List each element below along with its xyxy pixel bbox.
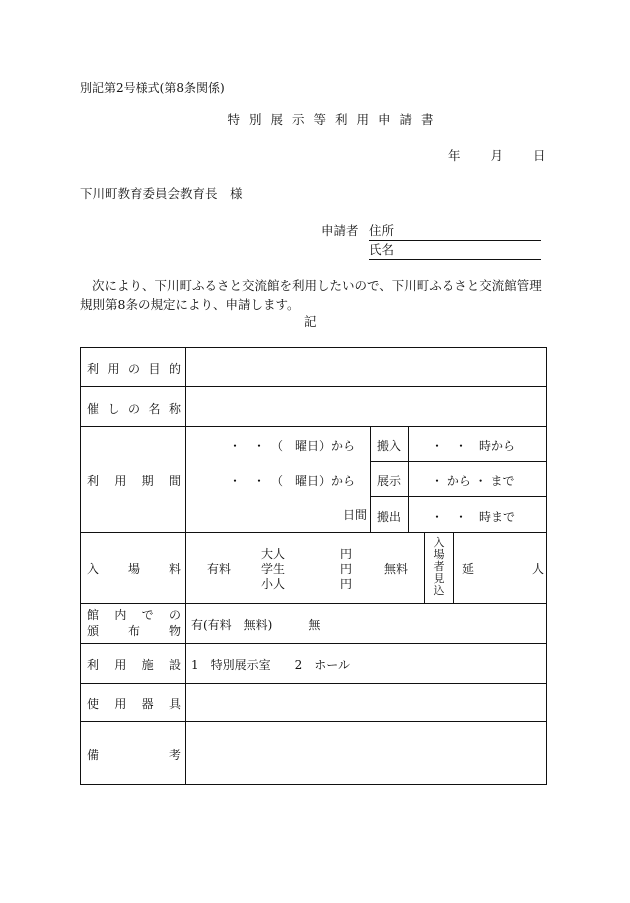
distribution-label-2: 頒 布 物 <box>87 624 181 638</box>
event-name-label: 催 し の 名 称 <box>87 402 181 416</box>
remarks-label: 備 考 <box>87 748 181 762</box>
applicant-label: 申請者 <box>321 223 359 238</box>
equipment-label: 使 用 器 具 <box>87 697 181 711</box>
fee-child-yen[interactable]: 円 <box>340 577 353 591</box>
event-name-input[interactable] <box>187 387 545 425</box>
fee-label: 入 場 料 <box>87 562 181 576</box>
name-field[interactable]: 氏名 <box>369 240 541 260</box>
period-start-date[interactable]: ・ ・ （ 曜日）から <box>229 439 356 453</box>
fee-child-label: 小人 <box>261 577 286 591</box>
date-month: 月 <box>490 148 504 163</box>
application-table <box>80 347 547 785</box>
period-days[interactable]: 日間 <box>343 508 368 522</box>
page-title: 特別展示等利用申請書 <box>227 112 443 127</box>
date-line <box>448 146 576 164</box>
move-in-label: 搬入 <box>377 439 402 453</box>
equipment-input[interactable] <box>187 685 545 720</box>
facility-value[interactable]: 1 特別展示室 2 ホール <box>191 658 351 672</box>
exhibit-value[interactable]: ・ から ・ まで <box>431 474 515 488</box>
total-label: 延 <box>462 562 475 576</box>
addressee: 下川町教育委員会教育長 様 <box>80 186 243 201</box>
distribution-value[interactable]: 有(有料 無料) 無 <box>191 618 321 632</box>
date-year: 年 <box>448 148 461 163</box>
application-statement: 次により、下川町ふるさと交流館を利用したいので、下川町ふるさと交流館管理規則第8条の規定により、申請します。 <box>80 278 542 312</box>
date-day: 日 <box>533 148 546 163</box>
move-out-value[interactable]: ・ ・ 時まで <box>431 510 516 524</box>
period-end-date[interactable]: ・ ・ （ 曜日）から <box>229 474 356 488</box>
fee-adult-yen[interactable]: 円 <box>340 547 353 561</box>
purpose-label: 利 用 の 目 的 <box>87 362 181 376</box>
exhibit-label: 展示 <box>377 474 402 488</box>
fee-free-option[interactable]: 無料 <box>384 562 409 576</box>
ki-marker: 記 <box>304 314 317 329</box>
expected-attendance-label: 入場者見込 <box>433 536 445 597</box>
purpose-input[interactable] <box>187 348 545 385</box>
fee-adult-label: 大人 <box>261 547 286 561</box>
people-unit[interactable]: 人 <box>532 562 545 576</box>
period-label: 利 用 期 間 <box>87 474 181 488</box>
form-number-label: 別記第2号様式(第8条関係) <box>80 81 225 95</box>
facility-label: 利 用 施 設 <box>87 658 181 672</box>
fee-student-label: 学生 <box>261 562 286 576</box>
fee-student-yen[interactable]: 円 <box>340 562 353 576</box>
move-out-label: 搬出 <box>377 510 402 524</box>
fee-paid-option[interactable]: 有料 <box>207 562 232 576</box>
address-field[interactable]: 住所 <box>369 221 541 241</box>
distribution-label-1: 館 内 で の <box>87 608 181 622</box>
move-in-value[interactable]: ・ ・ 時から <box>431 439 516 453</box>
remarks-input[interactable] <box>187 723 545 783</box>
